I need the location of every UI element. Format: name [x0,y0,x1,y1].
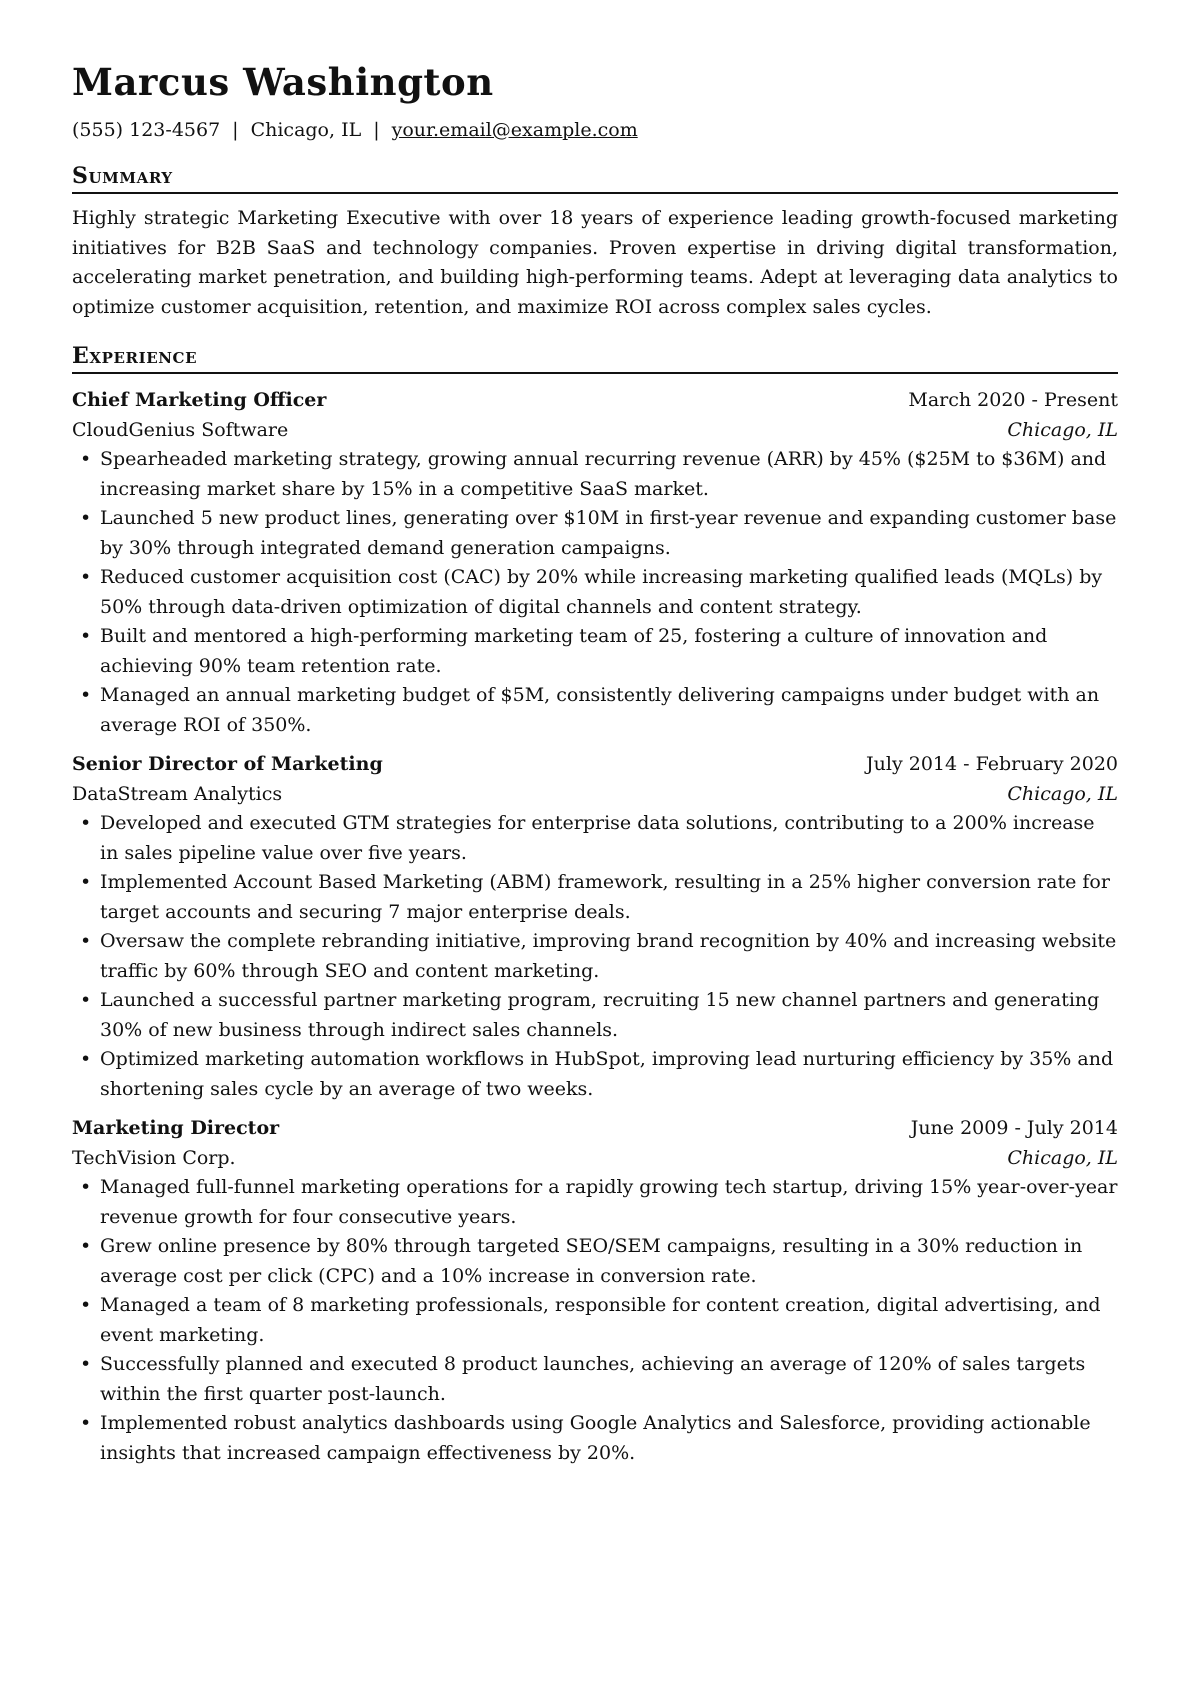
contact-line [72,118,1118,142]
job-dates: March 2020 - Present [908,389,1118,411]
list-item [72,986,1118,1045]
bullet-text: Launched 5 new product lines, generating over $10M in first-year revenue and expanding customer base by 30% through integrated demand generation campaigns. [100,507,1117,559]
bullet-text: Grew online presence by 80% through targeted SEO/SEM campaigns, resulting in a 30% reduction in average cost per click (CPC) and a 10% increase in conversion rate. [100,1235,1083,1287]
bullet-icon: • [80,1412,92,1434]
job-company-row [72,416,1118,446]
bullet-icon: • [80,1048,92,1070]
job-title: Chief Marketing Officer [72,389,327,411]
bullet-icon: • [80,625,92,647]
experience-heading: Experience [72,342,1118,374]
list-item [72,1232,1118,1291]
job-company: DataStream Analytics [72,782,283,805]
bullet-text: Managed a team of 8 marketing professionals, responsible for content creation, digital advertising, and event marketing. [100,1294,1101,1346]
bullet-icon: • [80,1176,92,1198]
job-entry-cloudgenius [72,386,1118,740]
job-entry-datastream [72,750,1118,1104]
job-header-row [72,386,1118,416]
phone-number: (555) 123-4567 [72,119,221,141]
job-company: CloudGenius Software [72,418,289,441]
bullet-text: Successfully planned and executed 8 product launches, achieving an average of 120% of sales targets within the first quarter post-launch. [100,1353,1086,1405]
list-item [72,1291,1118,1350]
candidate-name: Marcus Washington [72,60,494,104]
list-item [72,681,1118,740]
bullet-text: Managed full-funnel marketing operations for a rapidly growing tech startup, driving 15% year-over-year revenue growth for four consecutive years. [100,1176,1118,1228]
job-bullets [72,809,1118,1104]
list-item [72,927,1118,986]
list-item [72,1350,1118,1409]
bullet-icon: • [80,812,92,834]
bullet-icon: • [80,871,92,893]
bullet-text: Optimized marketing automation workflows in HubSpot, improving lead nurturing efficiency by 35% and shortening sales cycle by an average of two weeks. [100,1048,1114,1100]
bullet-text: Reduced customer acquisition cost (CAC) by 20% while increasing marketing qualified leads (MQLs) by 50% through data-driven optimization of digital channels and content strategy. [100,566,1103,618]
job-title: Senior Director of Marketing [72,753,383,775]
bullet-icon: • [80,507,92,529]
bullet-icon: • [80,1235,92,1257]
list-item [72,563,1118,622]
job-company-row [72,1144,1118,1174]
list-item [72,868,1118,927]
job-location: Chicago, IL [1007,1146,1118,1169]
list-item [72,1173,1118,1232]
email-link[interactable]: your.email@example.com [391,119,638,141]
job-dates: June 2009 - July 2014 [910,1117,1118,1139]
job-location: Chicago, IL [1007,418,1118,441]
bullet-icon: • [80,989,92,1011]
job-location: Chicago, IL [1007,782,1118,805]
list-item [72,1045,1118,1104]
job-header-row [72,750,1118,780]
location-text: Chicago, IL [250,119,362,141]
list-item [72,809,1118,868]
bullet-text: Built and mentored a high-performing marketing team of 25, fostering a culture of innovation and achieving 90% team retention rate. [100,625,1048,677]
contact-separator: | [373,119,380,141]
bullet-text: Launched a successful partner marketing program, recruiting 15 new channel partners and generating 30% of new business through indirect sales channels. [100,989,1100,1041]
job-dates: July 2014 - February 2020 [866,753,1118,775]
bullet-icon: • [80,566,92,588]
list-item [72,445,1118,504]
contact-separator: | [232,119,239,141]
bullet-icon: • [80,930,92,952]
job-company-row [72,780,1118,810]
bullet-text: Implemented Account Based Marketing (ABM) framework, resulting in a 25% higher conversion rate for target accounts and securing 7 major enterprise deals. [100,871,1110,923]
summary-text: Highly strategic Marketing Executive with over 18 years of experience leading growth-focused marketing initiatives for B2B SaaS and technology companies. Proven expertise in driving digital transformation, accelerating market penetration, and building high-performing teams. Adept at leveraging data analytics to optimize customer acquisition, retention, and maximize ROI across complex sales cycles. [72,207,1118,318]
job-bullets [72,1173,1118,1468]
job-title: Marketing Director [72,1117,280,1139]
bullet-text: Implemented robust analytics dashboards using Google Analytics and Salesforce, providing actionable insights that increased campaign effectiveness by 20%. [100,1412,1091,1464]
bullet-text: Spearheaded marketing strategy, growing annual recurring revenue (ARR) by 45% ($25M to $36M) and increasing market share by 15% in a competitive SaaS market. [100,448,1107,500]
job-bullets [72,445,1118,740]
bullet-text: Developed and executed GTM strategies for enterprise data solutions, contributing to a 200% increase in sales pipeline value over five years. [100,812,1095,864]
bullet-icon: • [80,684,92,706]
bullet-icon: • [80,448,92,470]
bullet-icon: • [80,1294,92,1316]
job-entry-techvision [72,1114,1118,1468]
job-header-row [72,1114,1118,1144]
bullet-text: Managed an annual marketing budget of $5M, consistently delivering campaigns under budget with an average ROI of 350%. [100,684,1100,736]
list-item [72,1409,1118,1468]
experience-list [72,386,1118,1468]
bullet-text: Oversaw the complete rebranding initiative, improving brand recognition by 40% and increasing website traffic by 60% through SEO and content marketing. [100,930,1117,982]
list-item [72,622,1118,681]
job-company: TechVision Corp. [72,1146,236,1169]
list-item [72,504,1118,563]
bullet-icon: • [80,1353,92,1375]
summary-heading: Summary [72,162,1118,194]
